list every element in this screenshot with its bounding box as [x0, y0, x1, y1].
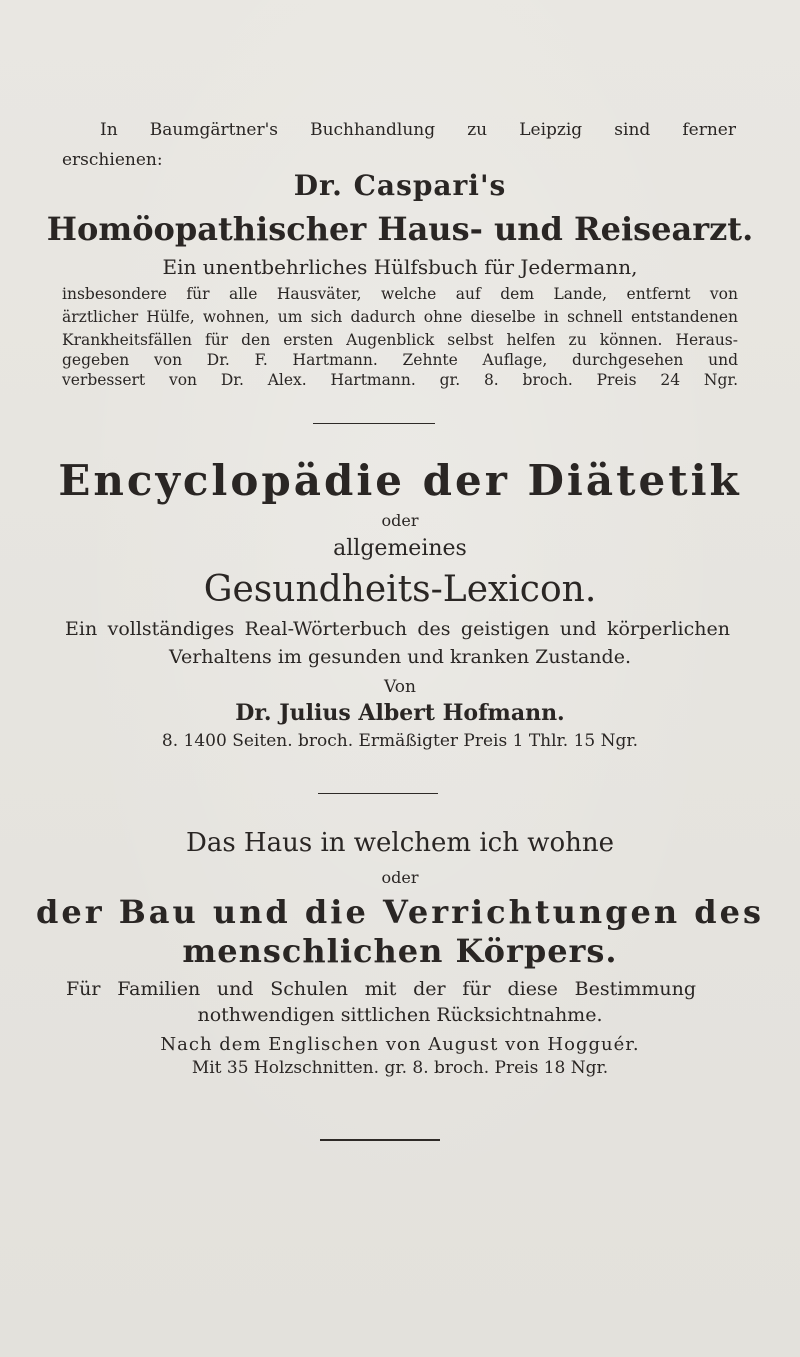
book3-description-line: nothwendigen sittlichen Rücksichtnahme.: [197, 1004, 603, 1026]
book3-title: Das Haus in welchem ich wohne: [185, 828, 615, 858]
end-divider: [320, 1139, 440, 1141]
book1-subtitle: Ein unentbehrliches Hülfsbuch für Jedermann,: [162, 255, 638, 279]
book1-description-line: insbesondere für alle Hausväter, welche auf dem Lande, entfernt von: [62, 285, 738, 303]
book2-price: 8. 1400 Seiten. broch. Ermäßigter Preis 1 Thlr. 15 Ngr.: [161, 731, 639, 751]
book2-subtitle: allgemeines: [333, 536, 467, 561]
book1-description-line: gegeben von Dr. F. Hartmann. Zehnte Auflage, durchgesehen und: [62, 351, 738, 369]
book3-oder: oder: [381, 868, 419, 887]
book1-author: Dr. Caspari's: [293, 169, 507, 202]
book2-author: Dr. Julius Albert Hofmann.: [235, 700, 565, 726]
book2-title: Encyclopädie der Diätetik: [58, 456, 742, 505]
book1-description-line: ärztlicher Hülfe, wohnen, um sich dadurch ohne dieselbe in schnell entstandenen: [62, 308, 738, 326]
section-divider: [313, 423, 435, 424]
book2-subtitle: Gesundheits-Lexicon.: [203, 569, 597, 610]
book2-description-line: Verhaltens im gesunden und kranken Zustande.: [168, 646, 631, 668]
book2-description-line: Ein vollständiges Real-Wörterbuch des geistigen und körperlichen: [65, 618, 730, 640]
book3-translation: Nach dem Englischen von August von Hogguér.: [160, 1034, 640, 1055]
book1-description-line: Krankheitsfällen für den ersten Augenblick selbst helfen zu können. Heraus-: [62, 331, 738, 349]
book2-oder: oder: [381, 511, 419, 530]
intro-line: In Baumgärtner's Buchhandlung zu Leipzig sind ferner: [100, 120, 736, 140]
book1-description-line: verbessert von Dr. Alex. Hartmann. gr. 8. broch. Preis 24 Ngr.: [62, 371, 738, 389]
book2-von: Von: [384, 677, 416, 697]
book1-title: Homöopathischer Haus- und Reisearzt.: [46, 210, 754, 248]
book3-price: Mit 35 Holzschnitten. gr. 8. broch. Preis 18 Ngr.: [191, 1058, 609, 1078]
section-divider: [318, 793, 438, 794]
book3-description-line: Für Familien und Schulen mit der für diese Bestimmung: [66, 978, 696, 1000]
intro-line: erschienen:: [62, 150, 163, 170]
book3-title: menschlichen Körpers.: [182, 932, 618, 970]
book3-title: der Bau und die Verrichtungen des: [35, 893, 765, 931]
